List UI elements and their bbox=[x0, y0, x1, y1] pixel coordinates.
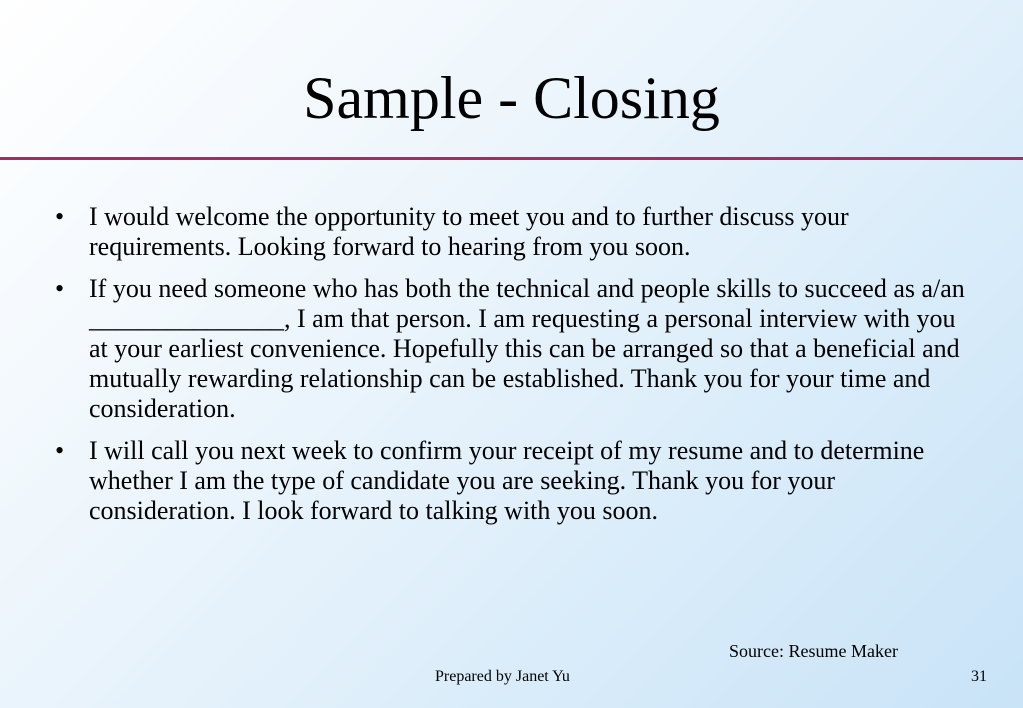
bullet-item bbox=[55, 436, 975, 526]
bullet-item bbox=[55, 274, 975, 424]
bullet-text: I would welcome the opportunity to meet you and to further discuss your requirements. Looking forward to hearing from you soon. bbox=[89, 202, 849, 261]
page-number: 31 bbox=[971, 668, 987, 685]
footer-text: Prepared by Janet Yu bbox=[435, 668, 570, 685]
bullet-icon: • bbox=[55, 436, 65, 465]
bullet-text: I will call you next week to confirm your receipt of my resume and to determine whether I am the type of candidate you are seeking. Thank you for your consideration. I look forward to talking with you soon. bbox=[89, 436, 925, 525]
bullet-icon: • bbox=[55, 202, 65, 231]
bullet-item bbox=[55, 202, 975, 262]
bullet-list bbox=[55, 202, 975, 538]
slide-title: Sample - Closing bbox=[303, 65, 720, 131]
bullet-icon: • bbox=[55, 274, 65, 303]
bullet-text: If you need someone who has both the technical and people skills to succeed as a/an _______________, I am that person. I am requesting a personal interview with you at your earliest convenience. Hopefully this can be arranged so that a beneficial and mutually rewarding relationship can be established. Thank you for your time and consideration. bbox=[89, 274, 965, 423]
title-divider bbox=[0, 157, 1023, 160]
source-note: Source: Resume Maker bbox=[729, 641, 898, 661]
